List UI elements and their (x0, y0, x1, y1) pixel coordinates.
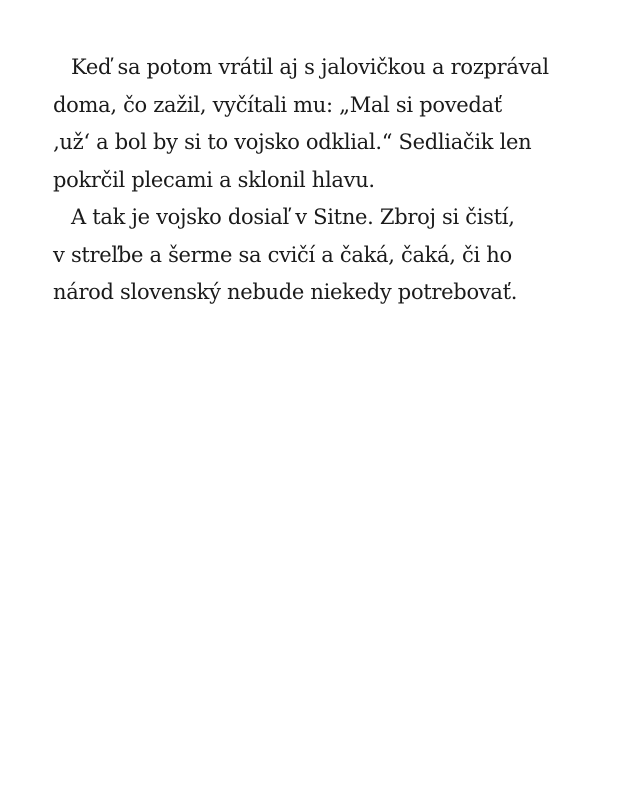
text-line: pokrčil plecami a sklonil hlavu. (53, 167, 375, 192)
paragraph (53, 49, 613, 199)
text-line: A tak je vojsko dosiaľ v Sitne. Zbroj si čistí, (71, 205, 515, 229)
text-line: národ slovenský nebude niekedy potrebovať. (53, 280, 518, 304)
paragraph (53, 199, 613, 312)
text-line: v streľbe a šerme sa cvičí a čaká, čaká, či ho (53, 242, 512, 267)
text-line: doma, čo zažil, vyčítali mu: „Mal si povedať (53, 92, 502, 117)
text-line: ‚už‘ a bol by si to vojsko odklial.“ Sedliačik len (53, 130, 532, 154)
text-line: Keď sa potom vrátil aj s jalovičkou a rozprával (71, 55, 549, 79)
body-text (53, 49, 613, 312)
